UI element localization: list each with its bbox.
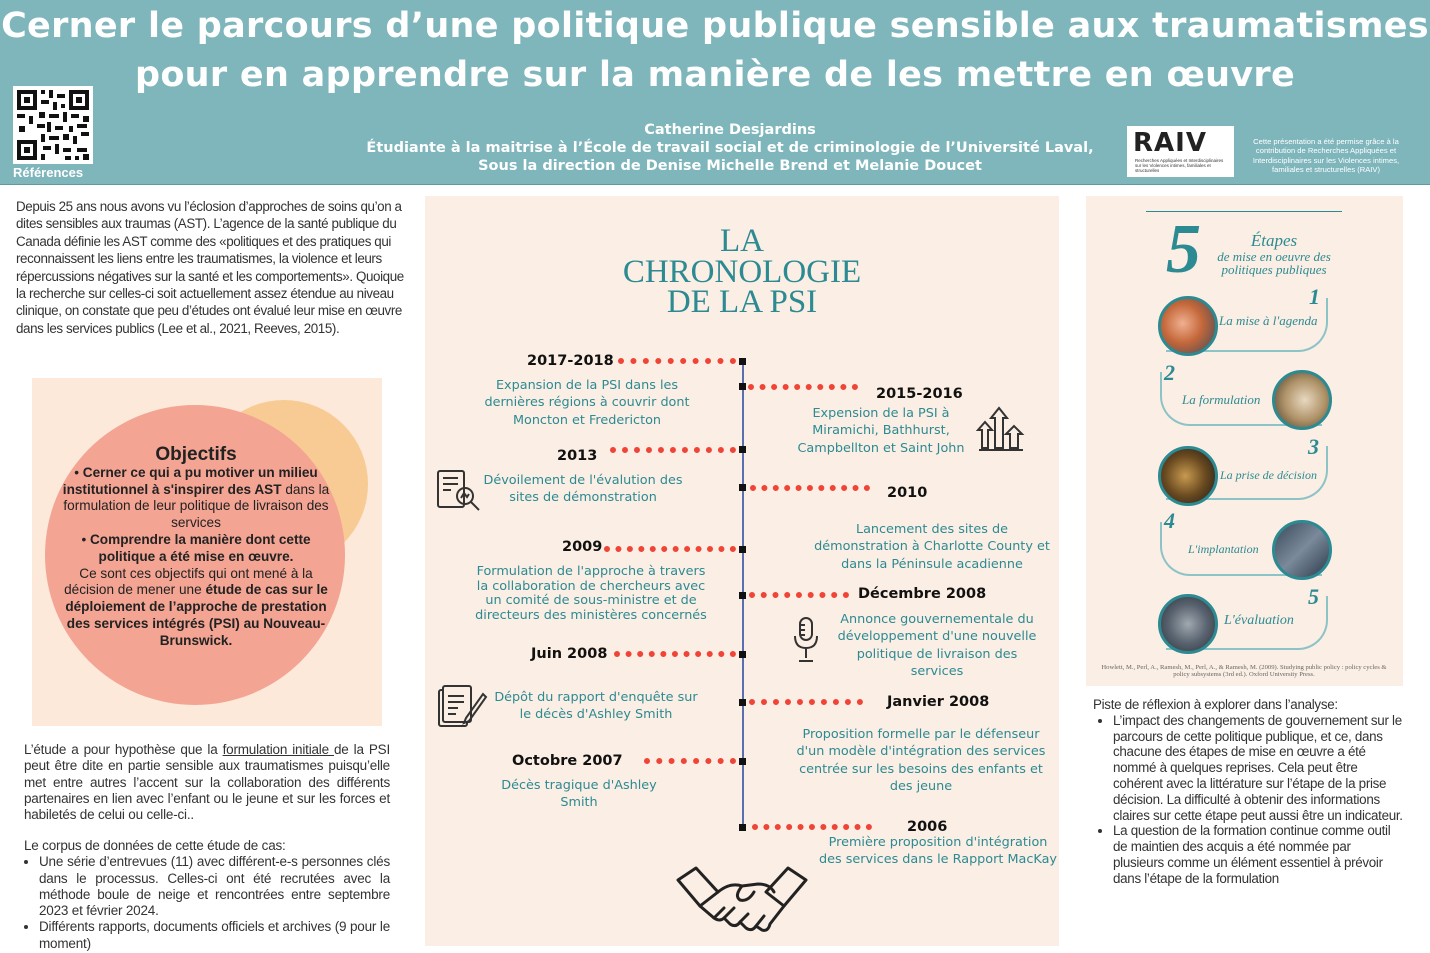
hypothesis-paragraph	[24, 742, 390, 823]
timeline-marker	[739, 358, 746, 365]
author-affiliation: Étudiante à la maitrise à l’École de travail social et de criminologie de l’Université Laval,	[366, 140, 1094, 156]
timeline-title-line2: CHRONOLOGIE	[622, 253, 862, 290]
timeline-title-line1: LA	[720, 223, 764, 259]
timeline-connector	[749, 699, 863, 705]
timeline-year: 2006	[907, 819, 948, 835]
step-photo-agenda	[1158, 296, 1218, 356]
step-label: L'évaluation	[1224, 613, 1294, 628]
steps-title-main: Étapes	[1250, 231, 1298, 250]
timeline-connector	[610, 447, 736, 453]
objective-conclusion-a: Ce sont ces objectifs qui ont mené à la décision de mener une	[64, 565, 313, 598]
hypothesis-a: L’étude a pour hypothèse que la	[24, 742, 223, 757]
timeline-connector	[618, 358, 736, 364]
document-signing-icon	[436, 684, 488, 735]
step-number: 4	[1164, 508, 1175, 533]
step-label: La formulation	[1182, 392, 1261, 407]
objectives-title: Objectifs	[155, 444, 237, 465]
author-supervisors: Sous la direction de Denise Michelle Brend et Melanie Doucet	[478, 158, 982, 174]
poster-title-line1: Cerner le parcours d’une politique publique sensible aux traumatismes	[1, 6, 1429, 46]
raiv-logo	[1127, 126, 1234, 177]
timeline-marker	[739, 824, 746, 831]
objective-item-2: • Comprendre la manière dont cette politique a été mise en œuvre.	[81, 531, 311, 564]
timeline-marker	[739, 484, 746, 491]
timeline-year: 2009	[562, 539, 603, 555]
corpus-item: • Différents rapports, documents officiels et archives (9 pour le moment)	[39, 919, 390, 952]
objective-conclusion	[60, 566, 332, 650]
report-magnifier-icon	[436, 468, 482, 517]
steps-title	[1212, 231, 1336, 276]
raiv-logo-text: RAIV	[1133, 128, 1207, 158]
corpus-intro: Le corpus de données de cette étude de cas:	[24, 838, 286, 853]
timeline-year: 2017-2018	[527, 353, 614, 369]
funding-note: Cette présentation a été permise grâce à la contribution de Recherches Appliquées et Interdisciplinaires sur les Violences intimes, familiales et structurelles (RAIV)	[1252, 137, 1400, 175]
timeline-event-text: Expansion de la PSI dans les dernières régions à couvrir dont Moncton et Fredericton	[484, 378, 690, 428]
timeline-event-text: Formulation de l'approche à travers la collaboration de chercheurs avec un comité de sous-ministre et de directeurs des ministères concernés	[475, 564, 707, 623]
steps-title-sub: de mise en oeuvre des politiques publiques	[1217, 249, 1331, 277]
timeline-year: Janvier 2008	[887, 694, 990, 710]
step-photo-evaluation	[1158, 594, 1218, 654]
step-number: 1	[1309, 284, 1320, 309]
timeline-event-text: Expension de la PSI à Miramichi, Bathhurst, Campbellton et Saint John	[797, 406, 965, 456]
objective-2-bold: Comprendre la manière dont cette politique a été mise en œuvre.	[89, 531, 311, 564]
timeline-marker	[739, 651, 746, 658]
timeline-connector	[749, 592, 849, 598]
step-label: La prise de décision	[1220, 468, 1317, 482]
timeline-marker	[739, 446, 746, 453]
steps-number: 5	[1166, 211, 1201, 288]
hypothesis-underlined: formulation initiale	[222, 742, 334, 757]
timeline-connector	[614, 651, 736, 657]
timeline-connector	[752, 824, 872, 830]
qr-references-label: Références	[13, 165, 84, 180]
corpus-item: • Une série d’entrevues (11) avec différent-e-s personnes clés dans le processus. Celles-ci ont été recrutées avec la méthode boule de neige et rencontrées entre septembre 2023 et février 2024.	[39, 854, 390, 919]
poster-title-line2: pour en apprendre sur la manière de les mettre en œuvre	[134, 55, 1296, 95]
growth-arrows-icon	[976, 404, 1026, 457]
author-name: Catherine Desjardins	[644, 122, 816, 138]
timeline-marker	[739, 546, 746, 553]
step-label: L'implantation	[1188, 542, 1259, 556]
timeline-connector	[748, 384, 858, 390]
step-number: 5	[1308, 584, 1319, 609]
qr-code[interactable]	[13, 86, 93, 164]
timeline-year: Juin 2008	[531, 646, 608, 662]
handshake-icon	[674, 862, 810, 941]
objective-1-rest: dans la formulation de leur politique de livraison des services	[63, 481, 330, 531]
timeline-year: Octobre 2007	[512, 753, 623, 769]
timeline-year: 2013	[557, 448, 598, 464]
timeline-year: Décembre 2008	[858, 586, 987, 602]
timeline-marker	[739, 758, 746, 765]
objectives-content	[60, 444, 332, 650]
reflection-section	[1093, 697, 1403, 887]
reflection-item: • L’impact des changements de gouvernement sur le parcours de cette politique publique, et ce, dans chacune des étapes de mise en œuvre a été nommé à quelques reprises. Cela peut être cohérent avec la littérature sur l’étape de la prise décision. La difficulté à obtenir des informations claires sur cette étape peut aussi être un indicateur.	[1113, 713, 1403, 824]
objective-item-1: • Cerner ce qui a pu motiver un milieu institutionnel à s'inspirer des AST dans la formulation de leur politique de livraison des services	[62, 464, 330, 531]
timeline-event-text: Dévoilement de l'évalution des sites de démonstration	[483, 473, 683, 506]
hypothesis-b: de la PSI peut être dite en partie sensible aux traumatismes puisqu’elle met entre autres l’accent sur la collaboration des différents partenaires en lien avec l’enfant ou le jeune et sur les forces et habiletés de celui ou celle-ci..	[24, 742, 390, 823]
timeline-event-text: Lancement des sites de démonstration à Charlotte County et dans la Péninsule acadienne	[814, 522, 1050, 572]
step-photo-formulation	[1272, 370, 1332, 430]
objective-1-bold: Cerner ce qui a pu motiver un milieu institutionnel à s'inspirer des AST	[62, 464, 318, 497]
step-photo-implantation	[1272, 520, 1332, 580]
reflection-intro: Piste de réflexion à explorer dans l’analyse:	[1093, 697, 1338, 712]
corpus-section	[24, 838, 390, 952]
step-label: La mise à l'agenda	[1219, 313, 1318, 328]
objective-conclusion-b: étude de cas sur le déploiement de l’approche de prestation des services intégrés (PSI) au Nouveau-Brunswick.	[65, 582, 328, 648]
timeline-title-line3: DE LA PSI	[666, 284, 818, 320]
reflection-list	[1093, 713, 1403, 887]
raiv-logo-subtitle: Recherches Appliquées et Interdisciplinaires sur les Violences intimes, familiales et structurelles	[1135, 158, 1224, 173]
timeline-event-text: Dépôt du rapport d'enquête sur le décès d'Ashley Smith	[494, 690, 698, 723]
timeline-year: 2010	[887, 485, 928, 501]
step-number: 3	[1308, 434, 1319, 459]
timeline-marker	[739, 592, 746, 599]
timeline-connector	[604, 546, 736, 552]
timeline-event-text: Première proposition d'intégration des services dans le Rapport MacKay	[819, 835, 1057, 868]
step-photo-decision	[1158, 446, 1218, 506]
step-number: 2	[1164, 360, 1175, 385]
timeline-year: 2015-2016	[876, 386, 963, 402]
timeline-title	[425, 223, 1059, 320]
reflection-item: • La question de la formation continue comme outil de maintien des acquis a été nommée par plusieurs comme un élément essentiel à prévoir dans l’étape de la formulation	[1113, 823, 1403, 886]
steps-citation: Howlett, M., Perl, A., Ramesh, M., Perl, A., & Ramesh, M. (2009). Studying public policy : policy cycles & policy subsystems (3rd ed.). Oxford University Press.	[1101, 664, 1387, 678]
microphone-icon	[791, 616, 821, 669]
timeline-marker	[739, 699, 746, 706]
timeline-event-text: Proposition formelle par le défenseur d'un modèle d'intégration des services centrée sur les besoins des enfants et des jeune	[796, 727, 1046, 795]
intro-paragraph: Depuis 25 ans nous avons vu l’éclosion d’approches de soins qu’on a dites sensibles aux traumas (AST). L’agence de la santé publique du Canada définie les AST comme des «politiques et des pratiques qui reconnaissent les liens entre les traumatismes, la violence et leurs répercussions négatives sur la santé et les comportements». Quoique la recherche sur celles-ci soit actuellement assez étendue au niveau clinique, on constate que peu d’études ont évalué leur mise en œuvre dans les services publics (Lee et al., 2021, Reeves, 2015).	[16, 199, 404, 336]
timeline-event-text: Annonce gouvernementale du développement d'une nouvelle politique de livraison des services	[837, 612, 1037, 680]
timeline-connector	[644, 758, 736, 764]
timeline-event-text: Décès tragique d'Ashley Smith	[501, 778, 657, 811]
timeline-marker	[739, 383, 746, 390]
timeline-connector	[750, 485, 870, 491]
corpus-list	[24, 854, 390, 952]
